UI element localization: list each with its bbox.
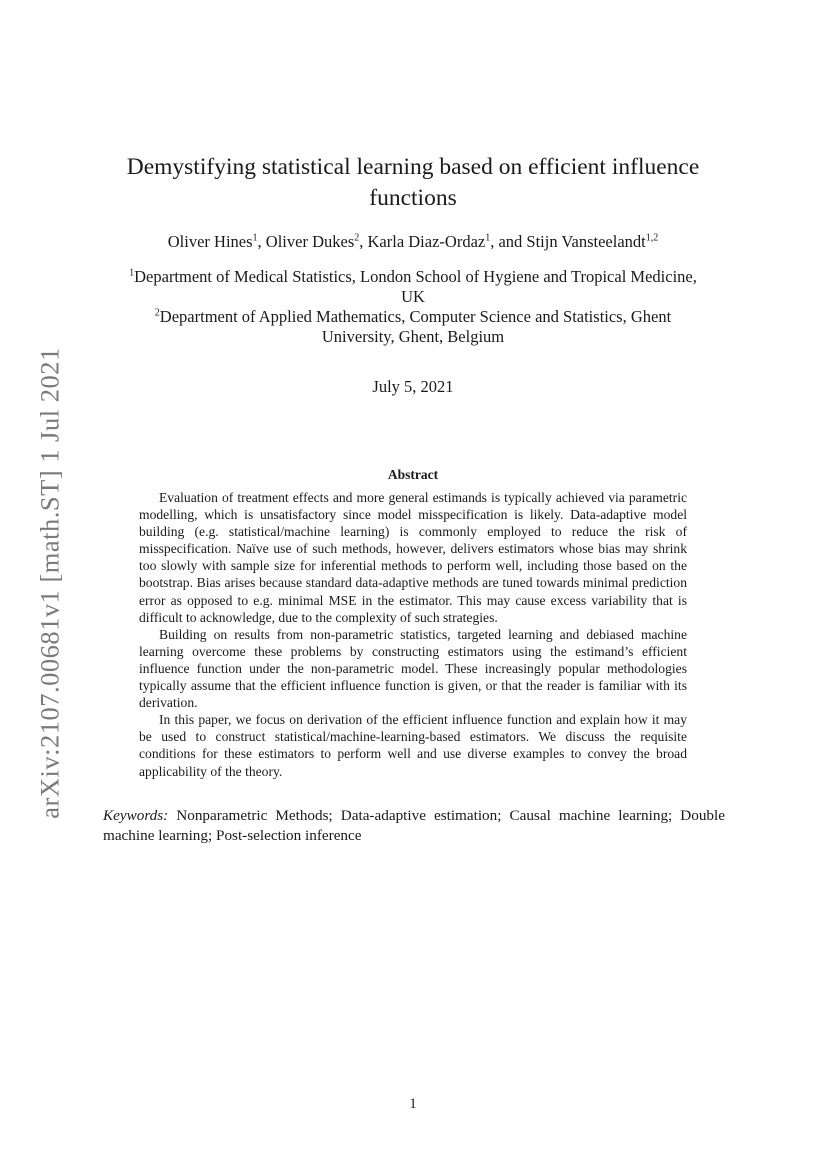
keywords-label: Keywords: bbox=[103, 807, 169, 824]
author: Oliver Hines bbox=[167, 232, 253, 251]
affiliation-1 bbox=[100, 267, 726, 307]
page-number: 1 bbox=[409, 1096, 417, 1112]
affiliation-line: UK bbox=[401, 287, 425, 306]
keywords-text: Nonparametric Methods; Data-adaptive estimation; Causal machine learning; Double machine learning; Post-selection inference bbox=[103, 807, 725, 844]
author-affiliation-mark: 1,2 bbox=[645, 232, 659, 244]
abstract-heading: Abstract bbox=[387, 467, 439, 482]
affiliation-2 bbox=[100, 307, 726, 347]
publication-date: July 5, 2021 bbox=[372, 377, 454, 396]
paper-title bbox=[100, 152, 726, 214]
keywords bbox=[103, 806, 725, 846]
author-list bbox=[100, 231, 726, 253]
affiliation-mark: 1 bbox=[129, 267, 135, 279]
author-separator: , and bbox=[490, 232, 527, 251]
author-affiliation-mark: 1 bbox=[252, 232, 258, 244]
abstract-paragraph: Building on results from non-parametric statistics, targeted learning and debiased machine learning overcome these problems by constructing estimators using the estimand’s efficient influence function under the non-parametric model. These increasingly popular methodologies typically assume that the efficient influence function is given, or that the reader is familiar with its derivation. bbox=[139, 626, 687, 711]
affiliation-mark: 2 bbox=[154, 307, 160, 319]
author: Oliver Dukes bbox=[265, 232, 355, 251]
author-affiliation-mark: 1 bbox=[485, 232, 491, 244]
abstract-body bbox=[139, 489, 687, 780]
title-line-1: Demystifying statistical learning based on efficient influence bbox=[126, 154, 700, 180]
abstract-paragraph: Evaluation of treatment effects and more general estimands is typically achieved via parametric modelling, which is unsatisfactory since model misspecification is likely. Data-adaptive model building (e.g. statistical/machine learning) is commonly employed to reduce the risk of misspecification. Naïve use of such methods, however, delivers estimators whose bias may shrink too slowly with sample size for inferential methods to perform well, including those based on the bootstrap. Bias arises because standard data-adaptive methods are tuned towards minimal prediction error as opposed to e.g. minimal MSE in the estimator. This may cause excess variability that is difficult to acknowledge, due to the complexity of such strategies. bbox=[139, 490, 687, 625]
affiliation-line: University, Ghent, Belgium bbox=[321, 327, 505, 346]
author-separator: , bbox=[359, 232, 368, 251]
abstract-paragraph: In this paper, we focus on derivation of the efficient influence function and explain how it may be used to construct statistical/machine-learning-based estimators. We discuss the requisite conditions for these estimators to perform well and use diverse examples to convey the broad applicability of the theory. bbox=[139, 712, 687, 779]
affiliation-line: Department of Applied Mathematics, Computer Science and Statistics, Ghent bbox=[159, 307, 672, 326]
author-separator: , bbox=[257, 232, 266, 251]
title-line-2: functions bbox=[369, 185, 457, 211]
affiliation-line: Department of Medical Statistics, London School of Hygiene and Tropical Medicine, bbox=[134, 267, 697, 286]
arxiv-identifier: arXiv:2107.00681v1 [math.ST] 1 Jul 2021 bbox=[34, 347, 65, 819]
author: Karla Diaz-Ordaz bbox=[367, 232, 486, 251]
author: Stijn Vansteelandt bbox=[526, 232, 646, 251]
author-affiliation-mark: 2 bbox=[354, 232, 360, 244]
